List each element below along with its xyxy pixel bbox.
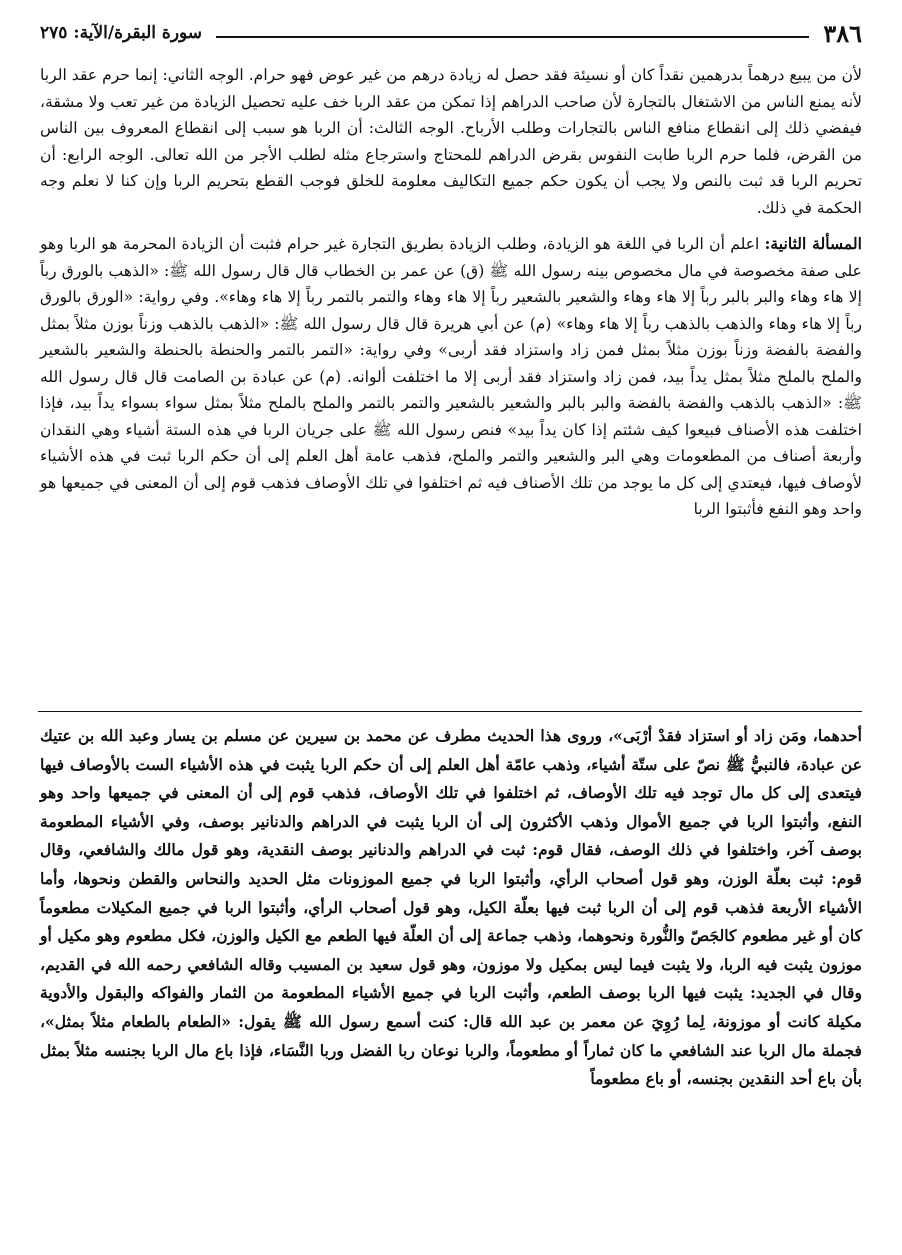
footnote-divider	[38, 711, 862, 712]
page-header	[40, 16, 862, 50]
footnote-text: أحدهما، ومَن زاد أو استزاد فقدْ أرْبَى»، وروى هذا الحديث مطرف عن محمد بن سيرين عن مسلم بن يسار وعبد الله بن عتيك عن عبادة، فالنبيُّ ﷺ نصّ على ستّة أشياء، وذهب عامّة أهل العلم إلى أن حكم الربا يثبت في هذه الأشياء الست بالأوصاف فيها فيتعدى إلى كل مال توجد فيه تلك الأوصاف، ثم اختلفوا في تلك الأوصاف، فذهب قوم إلى أن المعنى في جميعها واحد وهو النفع، وأثبتوا الربا في جميع الأموال وذهب الأكثرون إلى أن الربا يثبت في الدراهم والدنانير بوصف، وفي الأشياء المطعومة بوصف آخر، واختلفوا في ذلك الوصف، فقال قوم: ثبت في الدراهم والدنانير بوصف النقدية، وهو قول مالك والشافعي، وقال قوم: ثبت بعلّة الوزن، وهو قول أصحاب الرأي، وأثبتوا الربا في جميع الموزونات مثل الحديد والنحاس والقطن ونحوها، وأما الأشياء الأربعة فذهب قوم إلى أن الربا ثبت فيها بعلّة الكيل، وهو قول أصحاب الرأي، وأثبتوا الربا في جميع المكيلات مطعوماً كان أو غير مطعوم كالجَصّ والنُّورة ونحوهما، وذهب جماعة إلى أن العلّة فيها الطعم مع الكيل والوزن، فكل مطعوم وهو مكيل أو موزون يثبت فيه الربا، ولا يثبت فيما ليس بمكيل ولا موزون، وهو قول سعيد بن المسيب وقاله الشافعي رحمه الله في القديم، وقال في الجديد: يثبت فيها الربا بوصف الطعم، وأثبت الربا في جميع الأشياء المطعومة من الثمار والفواكه والبقول والأدوية مكيلة كانت أو موزونة، لِما رُوِيَ عن معمر بن عبد الله قال: كنت أسمع رسول الله ﷺ يقول: «الطعام بالطعام مثلاً بمثل»، فجملة مال الربا عند الشافعي ما كان ثماراً أو مطعوماً، والربا نوعان ربا الفضل وربا النَّسَاء، فإذا باع مال الربا بجنسه مثلاً بمثل بأن باع أحد النقدين بجنسه، أو باع مطعوماً	[40, 726, 862, 1089]
paragraph-2	[40, 231, 862, 523]
paragraph-text: اعلم أن الربا في اللغة هو الزيادة، وطلب الزيادة بطريق التجارة غير حرام فثبت أن الزيادة المحرمة هو الربا وهو على صفة مخصوصة في مال مخصوص بينه رسول الله ﷺ (ق) عن عمر بن الخطاب قال قال رسول الله ﷺ: «الذهب بالورق رباً إلا هاء وهاء والبر بالبر رباً إلا هاء وهاء والشعير بالشعير رباً إلا هاء وهاء والتمر بالتمر رباً إلا هاء وهاء». وفي رواية: «الورق بالورق رباً إلا هاء وهاء والذهب بالذهب رباً إلا هاء وهاء» (م) عن أبي هريرة قال قال رسول الله ﷺ: «الذهب بالذهب وزناً بوزن مثلاً بمثل والفضة بالفضة وزناً بوزن مثلاً بمثل فمن زاد واستزاد فقد أربى» وفي رواية: «التمر بالتمر والحنطة بالحنطة والشعير بالشعير والملح بالملح مثلاً بمثل يداً بيد، فمن زاد واستزاد فقد أربى إلا ما اختلفت ألوانه. (م) عن عبادة بن الصامت قال قال رسول الله ﷺ: «الذهب بالذهب والفضة بالفضة والبر بالبر والشعير بالشعير والتمر بالتمر والملح بالملح مثلاً بمثل سواء بسواء يداً بيد، فإذا اختلفت هذه الأصناف فبيعوا كيف شئتم إذا كان يداً بيد» فنص رسول الله ﷺ على جريان الربا في هذه الستة أشياء وهي النقدان وأربعة أصناف من المطعومات وهي البر والشعير والتمر والملح، فذهب عامة أهل العلم إلى أن حكم الربا ثبت في هذه الأشياء لأوصاف فيها، فيعتدي إلى كل ما يوجد من تلك الأصناف فيه ثم اختلفوا في تلك الأوصاف فذهب قوم إلى أن المعنى في جميعها هو واحد وهو النفع فأثبتوا الربا	[40, 235, 862, 518]
page-number: ٣٨٦	[823, 18, 862, 48]
header-rule	[216, 36, 809, 38]
footnotes	[40, 722, 862, 1094]
main-text	[40, 62, 862, 523]
running-title: سورة البقرة/الآية: ٢٧٥	[40, 23, 203, 43]
paragraph-text: لأن من يبيع درهماً بدرهمين نقداً كان أو نسيئة فقد حصل له زيادة درهم من غير عوض فهو حرام. الوجه الثاني: إنما حرم عقد الربا لأنه يمنع الناس من الاشتغال بالتجارة لأن صاحب الدراهم إذا تمكن من عقد الربا خف عليه تحصيل الزيادة من غير تعب ولا مشقة، فيفضي ذلك إلى انقطاع منافع الناس بالتجارات وطلب الأرباح. الوجه الثالث: أن الربا هو سبب إلى انقطاع المعروف بين الناس من القرض، فلما حرم الربا طابت النفوس بقرض الدراهم للمحتاج واسترجاع مثله لطلب الأجر من الله تعالى. الوجه الرابع: أن تحريم الربا قد ثبت بالنص ولا يجب أن يكون حكم جميع التكاليف معلومة للخلق فوجب القطع بتحريم الربا وإن كنا لا نعلم وجه الحكمة في ذلك.	[40, 66, 862, 217]
paragraph-1	[40, 62, 862, 221]
paragraph-lead: المسألة الثانية:	[764, 234, 862, 253]
